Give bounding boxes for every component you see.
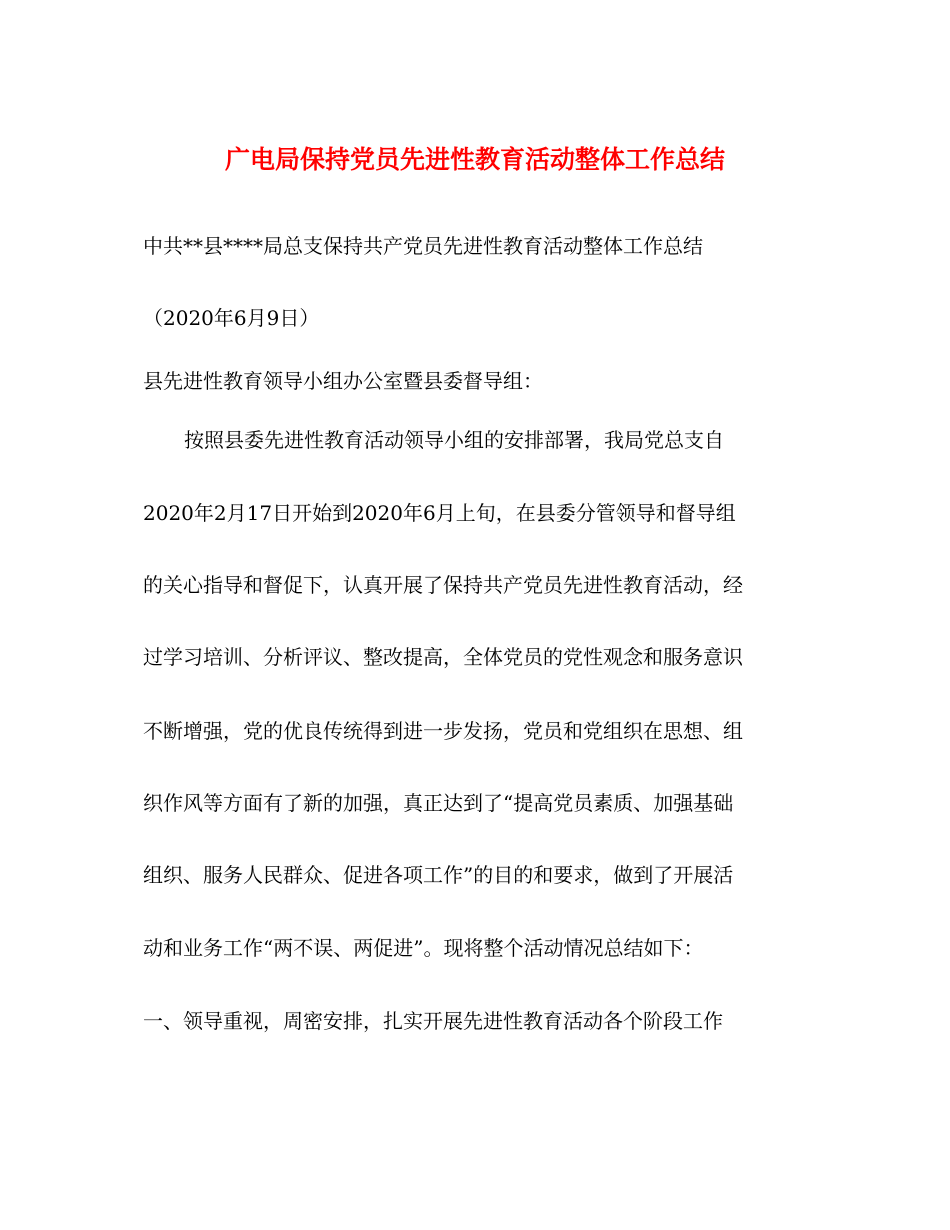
- body-line: 不断增强，党的优良传统得到进一步发扬，党员和党组织在思想、组: [143, 719, 743, 743]
- recipient-line: 县先进性教育领导小组办公室暨县委督导组：: [143, 369, 543, 393]
- document-date: （2020年6月9日）: [143, 306, 320, 330]
- document-title: 广电局保持党员先进性教育活动整体工作总结: [224, 145, 725, 174]
- body-line: 按照县委先进性教育活动领导小组的安排部署，我局党总支自: [184, 428, 724, 452]
- body-line: 织作风等方面有了新的加强，真正达到了“提高党员素质、加强基础: [143, 791, 734, 815]
- document-subtitle: 中共**县****局总支保持共产党员先进性教育活动整体工作总结: [143, 234, 703, 258]
- body-line: 过学习培训、分析评议、整改提高，全体党员的党性观念和服务意识: [143, 645, 743, 669]
- body-line: 2020年2月17日开始到2020年6月上旬，在县委分管领导和督导组: [143, 501, 736, 525]
- body-line: 组织、服务人民群众、促进各项工作”的目的和要求，做到了开展活: [143, 863, 734, 887]
- section-heading: 一、领导重视，周密安排，扎实开展先进性教育活动各个阶段工作: [143, 1009, 723, 1033]
- body-line: 的关心指导和督促下，认真开展了保持共产党员先进性教育活动，经: [143, 573, 743, 597]
- body-line: 动和业务工作“两不误、两促进”。现将整个活动情况总结如下：: [143, 936, 704, 960]
